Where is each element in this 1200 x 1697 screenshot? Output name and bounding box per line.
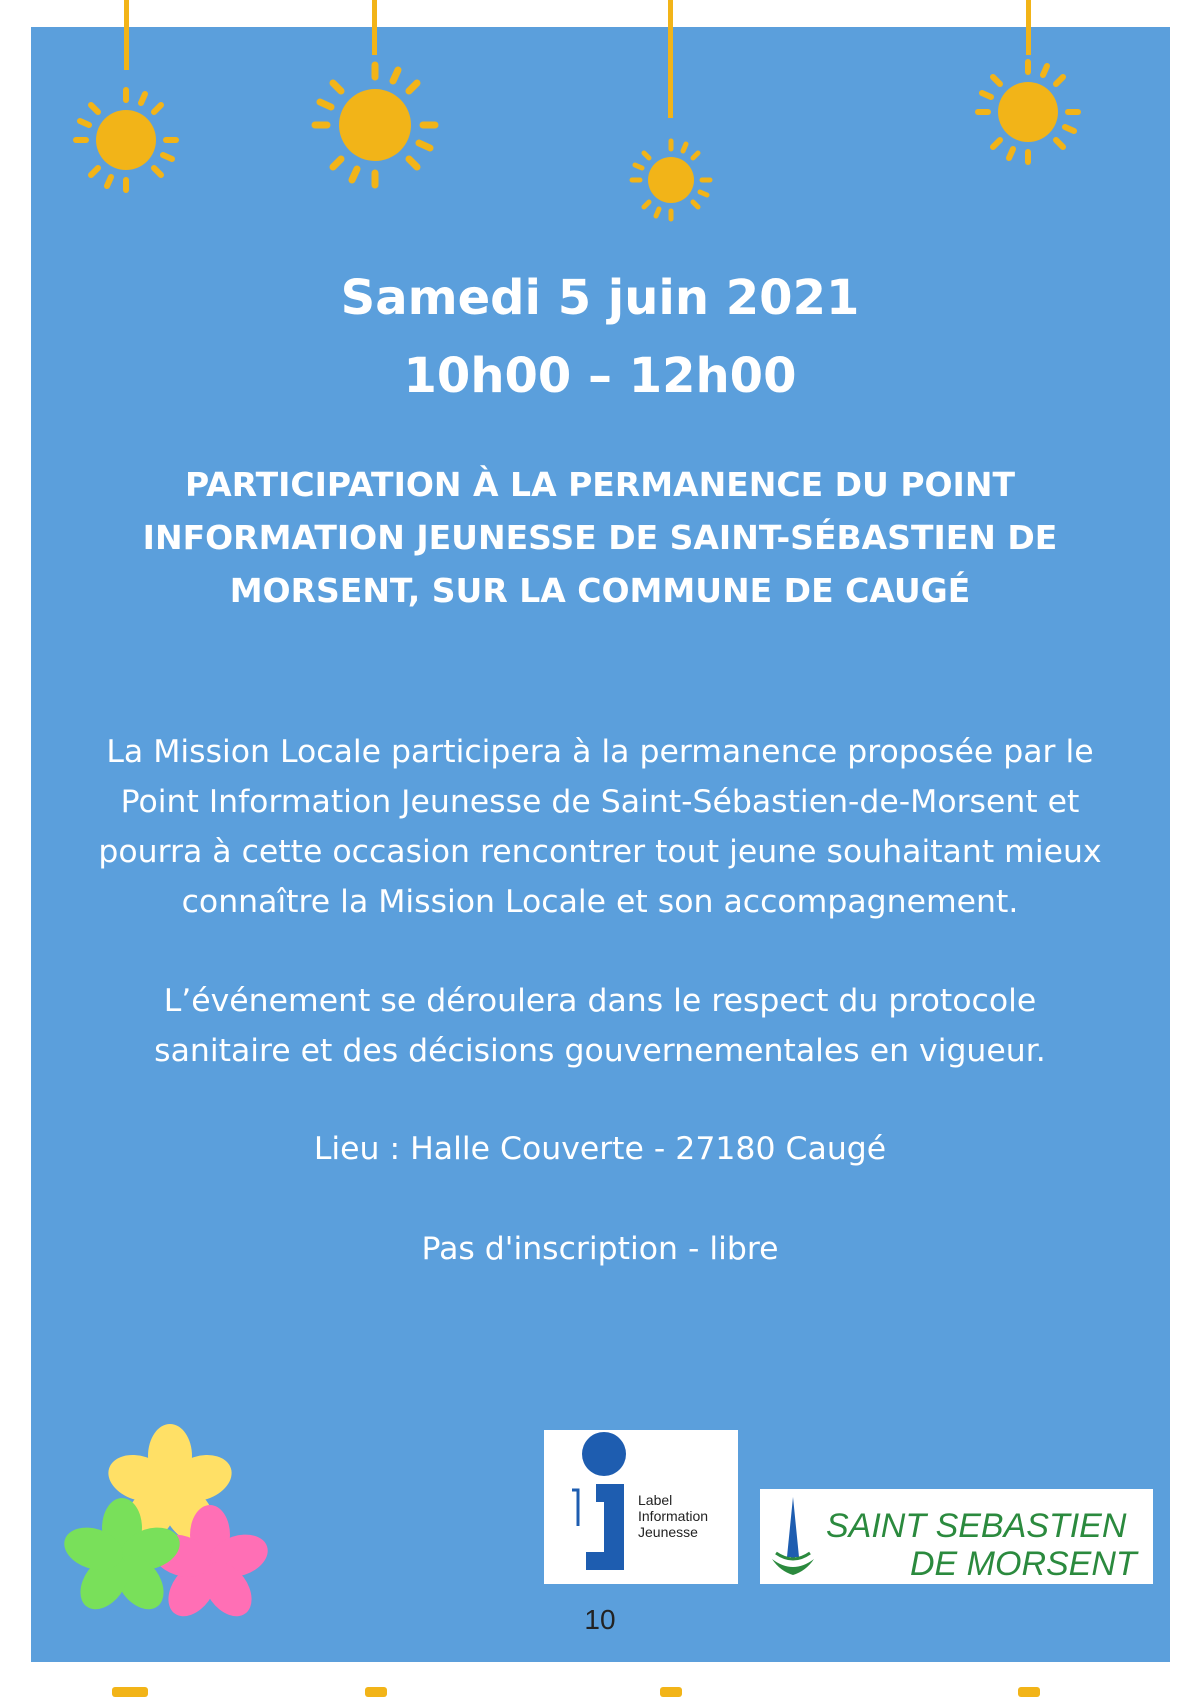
sun-icon: [628, 137, 714, 223]
bottom-decoration: [365, 1687, 387, 1697]
sun-string-2: [372, 0, 377, 55]
church-spire-icon: [768, 1495, 818, 1579]
description-paragraph: [35, 727, 1165, 927]
pij-label-line: Jeunesse: [638, 1524, 698, 1540]
event-time: 10h00 – 12h00: [403, 348, 797, 404]
sun-string-4: [1026, 0, 1031, 55]
saint-sebastien-logo: [760, 1489, 1153, 1584]
description-line: Point Information Jeunesse de Saint-Sébastien-de-Morsent et: [120, 784, 1080, 820]
page-number: 10: [584, 1604, 616, 1635]
ssm-line-1: SAINT SEBASTIEN: [826, 1507, 1127, 1545]
pij-logo-text: [638, 1492, 708, 1540]
protocol-line: L’événement se déroulera dans le respect du protocole: [163, 983, 1037, 1019]
ssm-line-2: DE MORSENT: [910, 1545, 1137, 1583]
sun-icon: [71, 85, 181, 195]
location-text: Lieu : Halle Couverte - 27180 Caugé: [313, 1131, 887, 1167]
bottom-decoration: [1018, 1687, 1040, 1697]
subtitle-line: MORSENT, SUR LA COMMUNE DE CAUGÉ: [229, 571, 971, 610]
bottom-decoration: [660, 1687, 682, 1697]
pij-label-line: Information: [638, 1508, 709, 1524]
sun-string-1: [124, 0, 129, 70]
description-line: La Mission Locale participera à la permanence proposée par le: [106, 734, 1094, 770]
sun-string-3: [668, 0, 673, 118]
protocol-paragraph: [35, 976, 1165, 1076]
registration-text: Pas d'inscription - libre: [421, 1231, 779, 1267]
sun-icon: [310, 60, 440, 190]
subtitle-line: INFORMATION JEUNESSE DE SAINT-SÉBASTIEN DE: [142, 518, 1058, 557]
pij-label-line: Label: [638, 1492, 673, 1508]
event-date: Samedi 5 juin 2021: [340, 270, 860, 326]
bottom-decoration: [112, 1687, 148, 1697]
flowers-decoration: [50, 1420, 280, 1640]
description-line: connaître la Mission Locale et son accompagnement.: [181, 884, 1019, 920]
sun-icon: [973, 57, 1083, 167]
saint-sebastien-logo-text: [826, 1507, 1146, 1583]
protocol-line: sanitaire et des décisions gouvernementales en vigueur.: [154, 1033, 1046, 1069]
description-line: pourra à cette occasion rencontrer tout jeune souhaitant mieux: [98, 834, 1102, 870]
pij-i-icon: [564, 1430, 644, 1584]
pij-logo: [544, 1430, 738, 1584]
subtitle-line: PARTICIPATION À LA PERMANENCE DU POINT: [185, 465, 1015, 504]
event-subtitle: [110, 458, 1090, 617]
